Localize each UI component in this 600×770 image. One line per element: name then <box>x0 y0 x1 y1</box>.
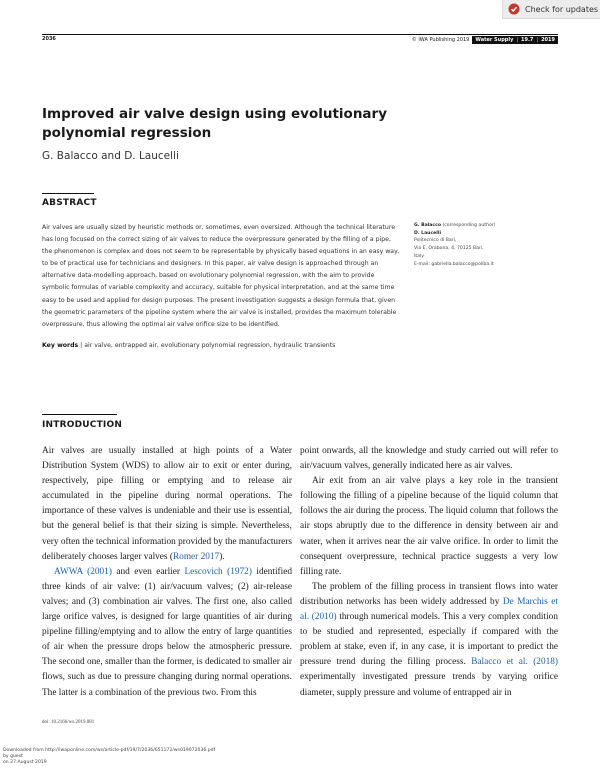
abstract-heading: ABSTRACT <box>42 198 97 208</box>
page-number: 2036 <box>42 36 56 42</box>
keywords: Key words | air valve, entrapped air, evolutionary polynomial regression, hydraulic transients <box>42 342 336 349</box>
body-column-right <box>300 444 558 701</box>
doi[interactable]: doi: 10.2166/ws.2019.081 <box>42 720 95 725</box>
abstract-rule <box>42 193 94 194</box>
affil-email[interactable]: E-mail: gabriella.balacco@poliba.it <box>414 261 494 267</box>
abstract-text: Air valves are usually sized by heuristic methods or, sometimes, even oversized. Although the technical literature has long focused on the correct sizing of air valves to reduce the overpressure generated by the filling of a pipe, the phenomenon is complex and does not seem to be representable by physically based equations in an easy way, to be of practical use for technicians and designers. In this paper, air valve design is approached through an alternative data-modelling approach, based on evolutionary polynomial regression, with the aim to provide symbolic formulas of variable complexity and accuracy, suitable for physical interpretation, and at the same time easy to be used and applied for design purposes. The present investigation suggests a design formula that, given the geometric parameters of the pipeline system where the air valve is installed, provides the maximum tolerable overpressure, thus allowing the optimal air valve orifice size to be identified. <box>42 224 400 328</box>
affil-author1-note: (corresponding author) <box>442 223 496 228</box>
affil-author1: G. Balacco <box>414 223 441 228</box>
intro-paragraph-4: Air exit from an air valve plays a key role in the transient following the filling of a pipeline because of the liquid column that follows the air during the process. The liquid column that follows the air stops abruptly due to the difference in density between air and water, when it arrives near the air valve orifice. In order to limit the consequent overpressure, technical practice suggests a very low filling rate. <box>300 476 558 577</box>
citation-link[interactable]: Balacco et al. (2018) <box>471 657 558 668</box>
intro-paragraph-1: Air valves are usually installed at high points of a Water Distribution System (WDS) to allow air to exit or enter during, respectively, pipe filling or emptying and to release air accumulated in the pipeline during normal operations. The importance of these valves is undeniable and their use is essential, but the general belief is that their sizing is simple. Nevertheless, very often the technical information provided by the manufacturers deliberately chooses larger valves (Romer 2017). <box>42 446 292 562</box>
intro-rule <box>42 414 117 415</box>
download-line-3: on 27 August 2019 <box>3 759 47 765</box>
check-for-updates-label: Check for updates <box>525 4 599 14</box>
journal-volume: 19.7 <box>521 37 534 43</box>
keywords-label: Key words <box>42 342 79 349</box>
affil-institution: Politecnico di Bari, <box>414 238 457 244</box>
intro-paragraph-5: The problem of the filling process in transient flows into water distribution networks has been widely addressed by De Marchis et al. (2010) through numerical models. This a very complex condition to be studied and represented, especially if compared with the problem at stake, even if, in any case, it is important to predict the pressure trend during the filling process. Balacco et al. (2018) experimentally investigated pressure trends by varying orifice diameter, supply pressure and volume of entrapped air in <box>300 581 558 698</box>
affil-author2: D. Laucelli <box>414 230 442 236</box>
paper-title: Improved air valve design using evolutionary polynomial regression <box>42 106 388 141</box>
copyright: © IWA Publishing 2019 <box>411 37 470 43</box>
journal-header <box>412 36 558 44</box>
citation-link[interactable]: Lescovich (1972) <box>184 566 252 577</box>
download-line-1: Downloaded from http://iwaponline.com/ws/article-pdf/19/7/2036/651172/ws019072036.pdf <box>3 748 216 753</box>
body-column-left <box>42 444 292 701</box>
journal-name: Water Supply <box>475 37 514 43</box>
intro-paragraph-3: point onwards, all the knowledge and study carried out will refer to air/vacuum valves, generally indicated here as air valves. <box>300 446 558 472</box>
citation-link[interactable]: De Marchis et al. (2010) <box>300 596 558 623</box>
download-notice <box>3 748 215 765</box>
introduction-heading: INTRODUCTION <box>42 420 123 430</box>
affil-address: Via E. Orabona, 4, 70125 Bari, <box>414 246 484 252</box>
affiliation-block <box>414 222 564 268</box>
journal-year: 2019 <box>541 37 555 43</box>
journal-badge: Water Supply | 19.7 | 2019 <box>472 36 558 44</box>
header-rule <box>42 34 558 35</box>
affil-country: Italy <box>414 253 424 259</box>
intro-paragraph-2: AWWA (2001) and even earlier Lescovich (1972) identified three kinds of air valve: (1) air/vacuum valves; (2) air-release valves; and (3) combination air valves. The first one, also called large orifice valves, is designed for large quantities of air during pipeline filling/emptying and to allow the entry of large quantities of air when the pressure drops below the atmospheric pressure. The second one, smaller than the former, is dedicated to smaller air flows, such as due to pressure changing during normal operations. The latter is a combination of the previous two. From this <box>42 566 292 698</box>
check-for-updates-button[interactable] <box>502 0 600 19</box>
download-line-2: by guest <box>3 753 23 759</box>
paper-authors: G. Balacco and D. Laucelli <box>42 150 179 162</box>
citation-link[interactable]: Romer 2017 <box>172 551 220 562</box>
keywords-list: air valve, entrapped air, evolutionary polynomial regression, hydraulic transients <box>84 342 336 349</box>
citation-link[interactable]: AWWA (2001) <box>54 566 112 577</box>
crossmark-icon <box>508 3 520 15</box>
